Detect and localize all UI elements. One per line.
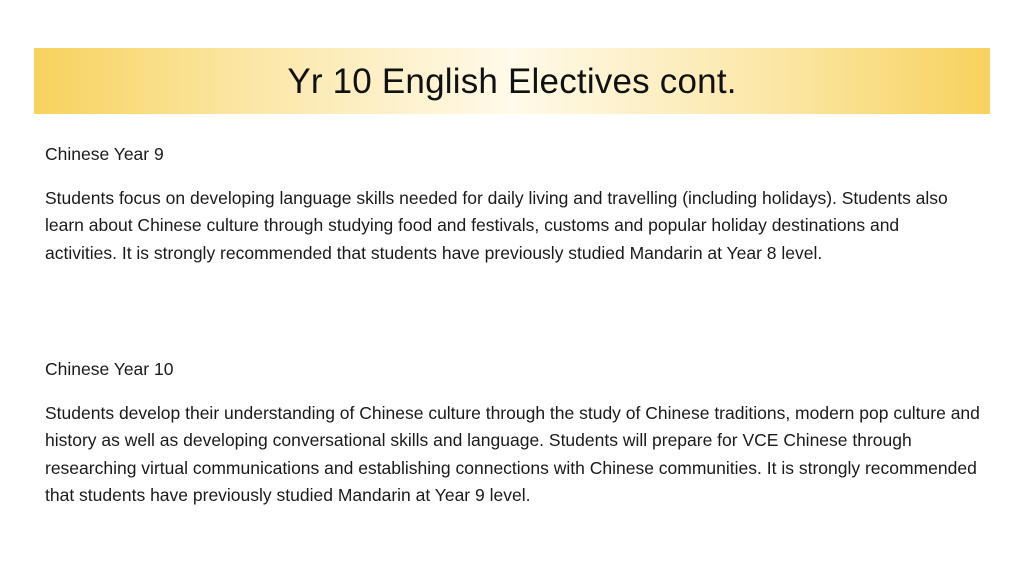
title-band	[34, 48, 990, 114]
section-heading-chinese-year-10: Chinese Year 10	[45, 359, 174, 379]
section-heading-chinese-year-9: Chinese Year 9	[45, 144, 164, 164]
section-body-chinese-year-9: Students focus on developing language skills needed for daily living and travelling (including holidays). Students also learn about Chinese culture through studying food and festivals, customs and popular holiday destinations and activities. It is strongly recommended that students have previously studied Mandarin at Year 8 level.	[45, 188, 948, 263]
section-body-chinese-year-10: Students develop their understanding of Chinese culture through the study of Chinese traditions, modern pop culture and history as well as developing conversational skills and language. Students will prepare for VCE Chinese through researching virtual communications and establishing connections with Chinese communities. It is strongly recommended that students have previously studied Mandarin at Year 9 level.	[45, 403, 980, 505]
slide-title: Yr 10 English Electives cont.	[287, 62, 737, 101]
